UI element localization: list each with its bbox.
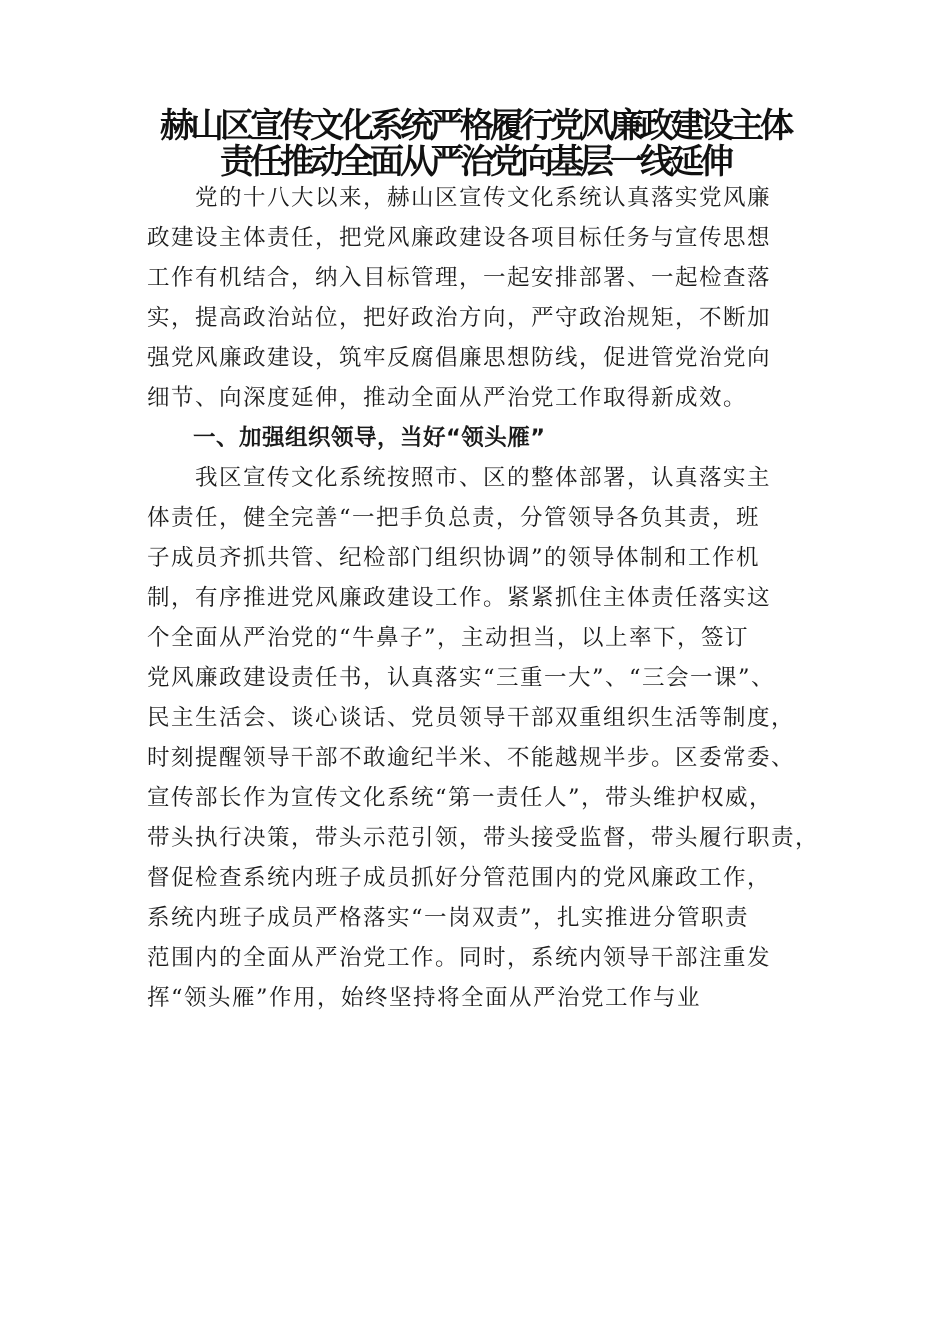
paragraph-1-line: 细节、向深度延伸，推动全面从严治党工作取得新成效。 xyxy=(147,385,748,411)
document-body xyxy=(147,178,827,1018)
paragraph-2-line: 系统内班子成员严格落实“一岗双责”，扎实推进分管职责 xyxy=(147,905,750,931)
paragraph-2-line: 我区宣传文化系统按照市、区的整体部署，认真落实主 xyxy=(147,465,772,491)
paragraph-1-line: 强党风廉政建设，筑牢反腐倡廉思想防线，促进管党治党向 xyxy=(147,345,772,371)
paragraph-2-line: 时刻提醒领导干部不敢逾纪半米、不能越规半步。区委常委、 xyxy=(147,745,796,771)
paragraph-2-line: 挥“领头雁”作用，始终坚持将全面从严治党工作与业 xyxy=(147,985,702,1011)
paragraph-2-line: 督促检查系统内班子成员抓好分管范围内的党风廉政工作， xyxy=(147,865,772,891)
title-line-2: 责任推动全面从严治党向基层一线延伸 xyxy=(220,142,730,182)
paragraph-1-line: 实，提高政治站位，把好政治方向，严守政治规矩，不断加 xyxy=(147,305,772,331)
title-line-1: 赫山区宣传文化系统严格履行党风廉政建设主体 xyxy=(160,106,790,146)
paragraph-1-line: 政建设主体责任，把党风廉政建设各项目标任务与宣传思想 xyxy=(147,225,772,251)
paragraph-2-line: 党风廉政建设责任书，认真落实“三重一大”、“三会一课”、 xyxy=(147,665,776,691)
paragraph-2-line: 制，有序推进党风廉政建设工作。紧紧抓住主体责任落实这 xyxy=(147,585,772,611)
paragraph-2-line: 宣传部长作为宣传文化系统“第一责任人”，带头维护权威， xyxy=(147,785,774,811)
paragraph-2-line: 个全面从严治党的“牛鼻子”，主动担当，以上率下，签订 xyxy=(147,625,750,651)
paragraph-2-line: 子成员齐抓共管、纪检部门组织协调”的领导体制和工作机 xyxy=(147,545,761,571)
paragraph-2-line: 民主生活会、谈心谈话、党员领导干部双重组织生活等制度， xyxy=(147,705,796,731)
paragraph-2-line: 范围内的全面从严治党工作。同时，系统内领导干部注重发 xyxy=(147,945,772,971)
paragraph-2-line: 带头执行决策，带头示范引领，带头接受监督，带头履行职责， xyxy=(147,825,820,851)
section-heading-1: 一、加强组织领导，当好“领头雁” xyxy=(147,425,546,451)
paragraph-2-line: 体责任，健全完善“一把手负总责，分管领导各负其责，班 xyxy=(147,505,761,531)
paragraph-1-line: 党的十八大以来，赫山区宣传文化系统认真落实党风廉 xyxy=(147,185,772,211)
document-title xyxy=(140,108,810,180)
paragraph-1-line: 工作有机结合，纳入目标管理，一起安排部署、一起检查落 xyxy=(147,265,772,291)
